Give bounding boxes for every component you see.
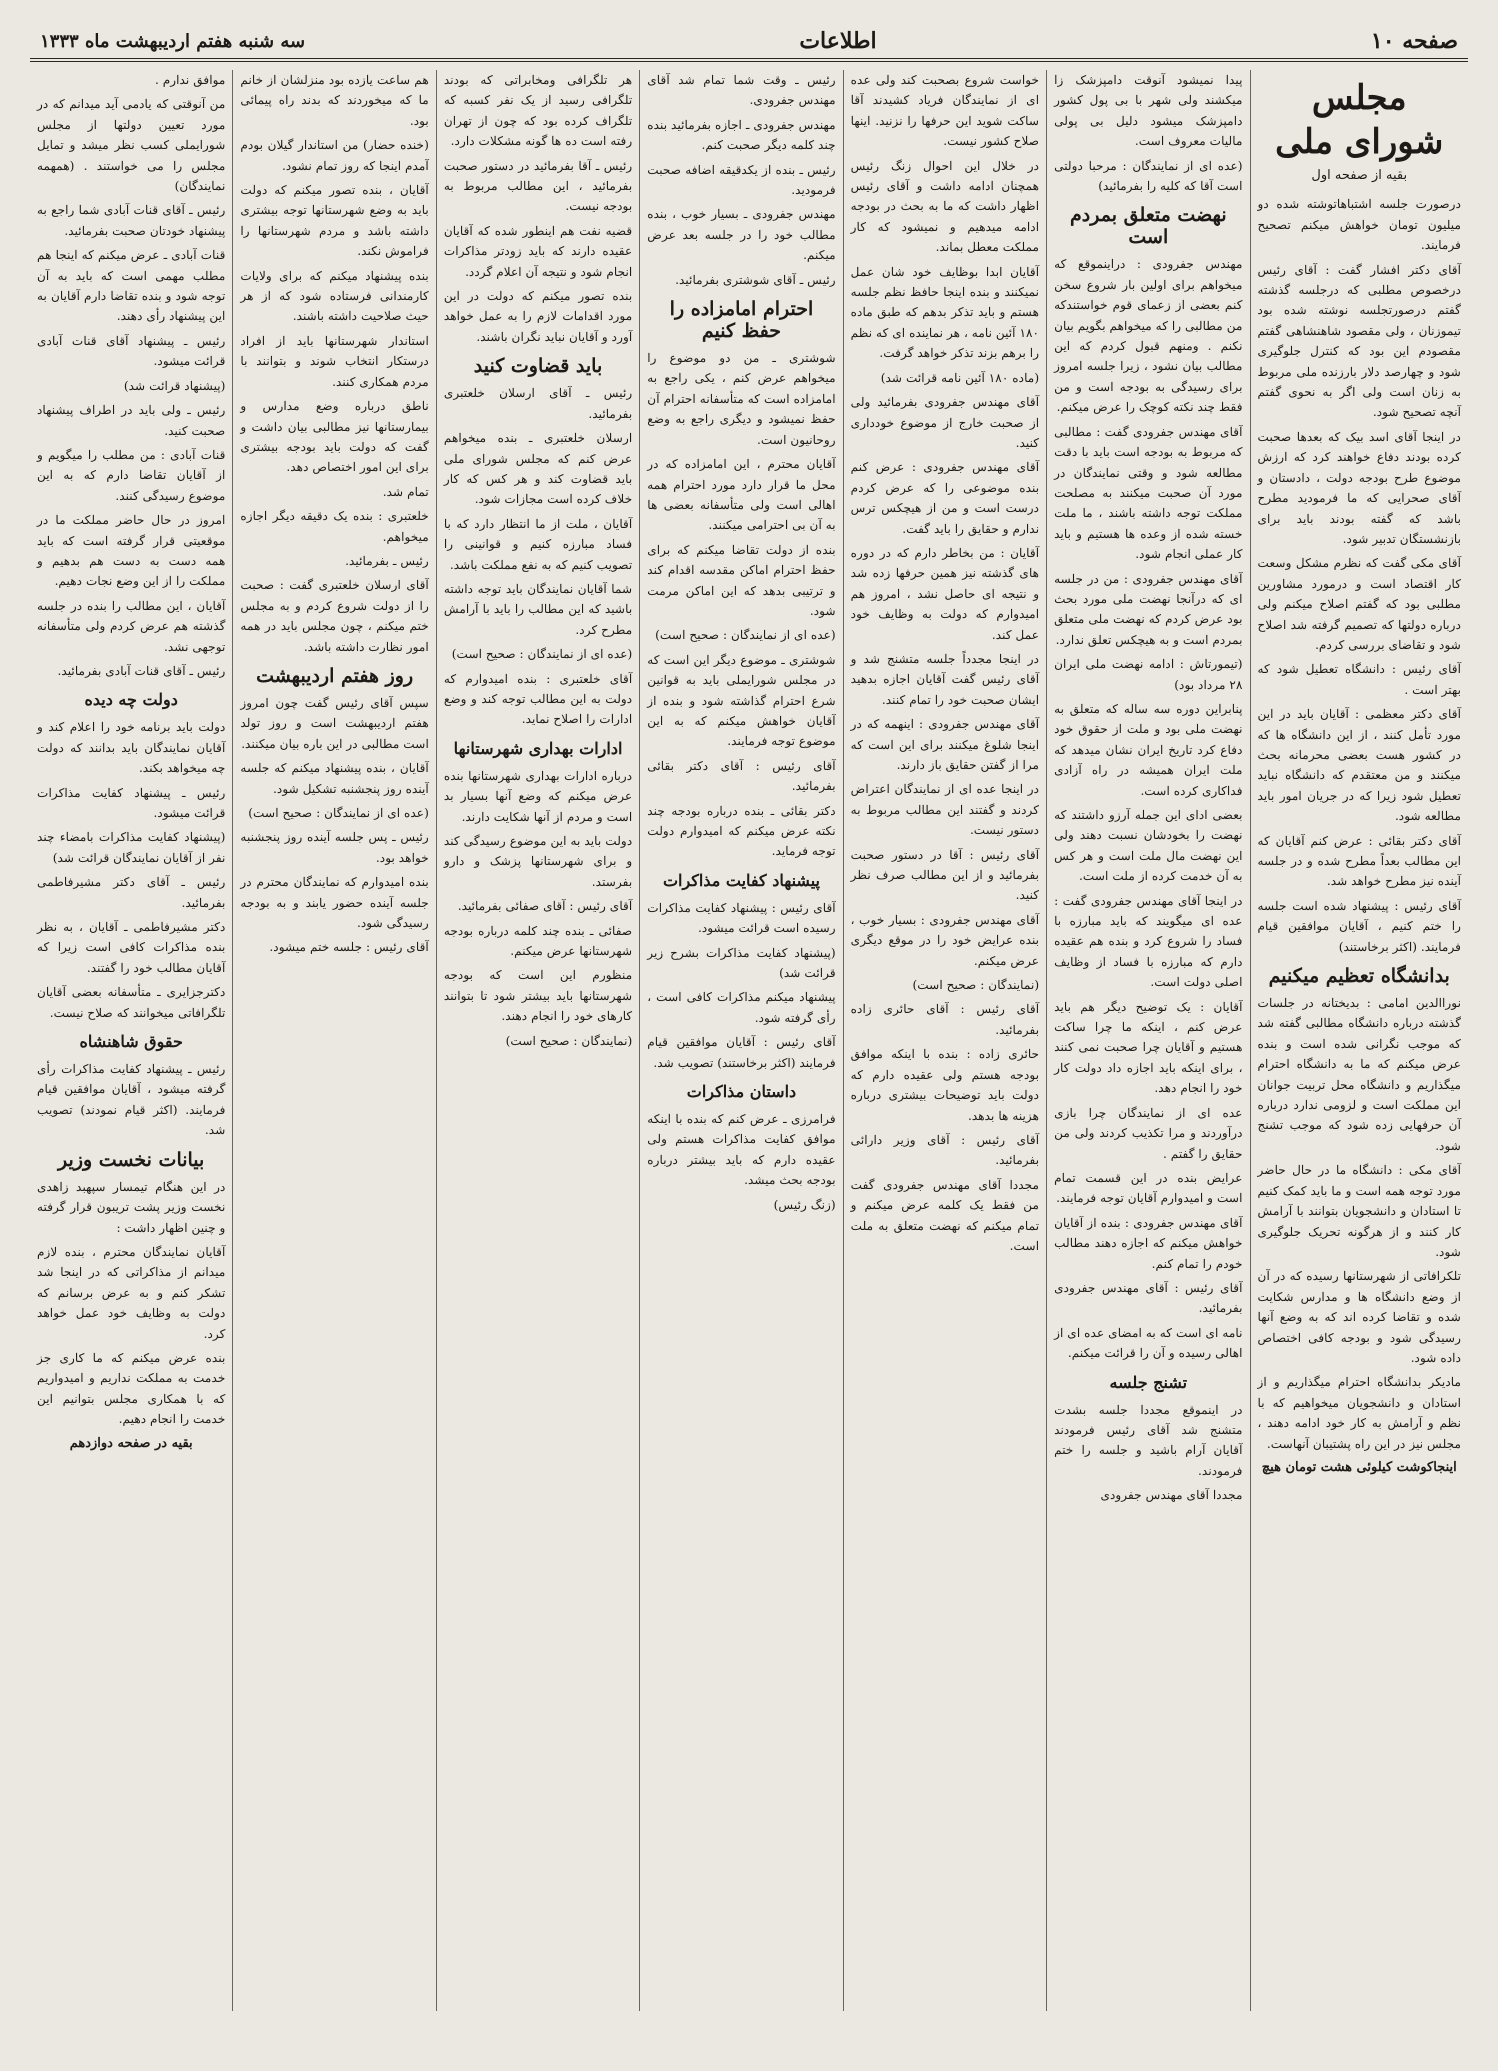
paragraph: آقای دکتر افشار گفت : آقای رئیس درخصوص مطلبی که درجلسه گذشته گفتم درصورتجلسه نوشته شده بود تیموزنان ، ولی مقصود شاهنشاهی گفتم مقصودم این بود که کنترل جلوگیری شود و چهارصد دلار بارزنده ملی مربوط به زنان است ولی اگر به نحوی گفتم آنچه تصحیح شود. <box>1257 262 1461 420</box>
paragraph: آقایان ، این مطالب را بنده در جلسه گذشته هم عرض کردم ولی متأسفانه توجهی نشد. <box>36 598 226 654</box>
section-heading: روز هفتم اردیبهشت <box>256 664 414 687</box>
paragraph: خلعتبری : بنده یک دقیقه دیگر اجازه میخواهم. <box>240 509 429 544</box>
paragraph: دکترجزایری ـ متأسفانه بعضی آقایان تلگرافاتی میخوانند که صلاح نیست. <box>36 985 226 1020</box>
paragraph: پنابراین دوره سه ساله که متعلق به نهضت ملی بود و ملت از حقوق خود دفاع کرد تاریخ ایران نشان میدهد که ملت ایران همیشه در راه آزادی فداکاری کرده است. <box>1054 701 1243 798</box>
paragraph: آقای دکتر بقائی : عرض کنم آقایان که این مطالب بعداً مطرح شده و در جلسه آینده نیز مطرح خواهد شد. <box>1257 833 1461 889</box>
paragraph: مادیکر بدانشگاه احترام میگذاریم و از استادان و دانشجویان میخواهیم که با نظم و آرامش به کار خود ادامه دهند ، مجلس نیز در این راه پشتیبان آنهاست. <box>1257 1375 1461 1451</box>
paragraph: تمام شد. <box>382 484 429 499</box>
issue-date: سه شنبه هفتم ارديبهشت ماه ۱۳۳۳ <box>40 30 306 52</box>
column-7 <box>30 70 232 2011</box>
paragraph: عده ای از نمایندگان چرا بازی درآوردند و مرا تکذیب کردند ولی من حقایق را گفتم . <box>1054 1105 1243 1161</box>
paragraph: حائری زاده : بنده با اینکه موافق بودجه هستم ولی عقیده دارم که دولت باید توضیحات بیشتری درباره هزینه ها بدهد. <box>850 1047 1040 1123</box>
paragraph: دولت باید برنامه خود را اعلام کند و آقایان نمایندگان باید بدانند که دولت چه میخواهد بکند. <box>36 720 226 776</box>
paragraph: شما آقایان نمایندگان باید توجه داشته باشید که این مطالب را باید با آرامش مطرح کرد. <box>443 581 633 637</box>
paragraph: رئیس ـ پیشنهاد کفایت مذاکرات رأی گرفته میشود ، آقایان موافقین قیام فرمایند. (اکثر قیام نمودند) تصویب شد. <box>36 1062 226 1138</box>
paragraph: شوشتری ـ موضوع دیگر این است که در مجلس شورایملی باید به قوانین شرع احترام گذاشته شود و بنده از آقایان خواهش میکنم که به این موضوع توجه فرمایند. <box>647 652 836 749</box>
section-heading: باید قضاوت کنید <box>473 355 603 378</box>
paragraph: آقای مهندس جفرودی گفت : مطالبی که مربوط به بودجه است باید با دقت مطالعه شود و وقتی نمایندگان در مورد آن صحبت میکنند به مصلحت مملکت توجه داشته باشند ، ما ملت خسته شده از وعده ها هستیم و باید کار عملی انجام شود. <box>1054 424 1243 562</box>
section-heading: نهضت متعلق بمردم است <box>1070 204 1227 249</box>
continued-note: بقیه از صفحه اول <box>1311 168 1408 183</box>
paragraph: مجددا آقای مهندس جفرودی <box>1100 1488 1243 1503</box>
section-heading: بیانات نخست وزیر <box>58 1148 205 1171</box>
continued-footer: بقیه در صفحه دوازدهم <box>69 1435 193 1451</box>
section-heading: احترام امامزاده را حفظ کنیم <box>669 298 814 343</box>
paragraph: شوشتری ـ من دو موضوع را میخواهم عرض کنم ، یکی راجع به امامزاده است که متأسفانه احترام آن حفظ نمیشود و دیگری راجع به وضع روحانیون است. <box>647 351 836 447</box>
paragraph: صفائی ـ بنده چند کلمه درباره بودجه شهرستانها عرض میکنم. <box>443 923 633 959</box>
section-heading: داستان مذاکرات <box>686 1082 797 1102</box>
paragraph: هر تلگرافی ومخابراتی که بودند تلگرافی رسید از یک نفر کسبه که تلگراف کرده بود که چون از تهران رفته است ده ها گونه مشکلات دارد. <box>443 73 633 149</box>
paragraph: آقایان ، بنده تصور میکنم که دولت باید به وضع شهرستانها توجه بیشتری داشته باشد و مردم شهرستانها را فراموش نکند. <box>240 183 429 259</box>
paragraph: آقایان ، ملت از ما انتظار دارد که با فساد مبارزه کنیم و قوانینی را تصویب کنیم که به نفع مملکت باشد. <box>443 516 633 572</box>
paragraph: در اینجا آقای اسد بیک که بعدها صحبت کرده بودند دفاع خواهند کرد که ارزش موضوع طرح بودجه دولت ، دادستان و آقای صحرایی که ما فرمودید مطرح باشد که گفته بودند باید برای بازنشستگان تدبیر شود. <box>1257 429 1461 546</box>
paragraph: آقای مهندس جفرودی بفرمائید ولی از صحبت خارج از موضوع خودداری کنید. <box>850 395 1040 450</box>
section-heading: تشنج جلسه <box>1109 1372 1188 1392</box>
section-heading: پیشنهاد کفایت مذاکرات <box>662 870 820 890</box>
paragraph: ارسلان خلعتبری ـ بنده میخواهم عرض کنم که مجلس شورای ملی باید قضاوت کند و هر کس که کار خلاف کرده است مجازات شود. <box>443 431 633 507</box>
paragraph: آقای مهندس جفرودی : عرض کنم بنده موضوعی را که عرض کردم درست است و من از هیچکس ترس ندارم و حقایق را باید گفت. <box>850 460 1040 536</box>
paragraph: آقای رئیس : آقای مهندس جفرودی بفرمائید. <box>1054 1280 1243 1316</box>
paragraph: رئیس ـ آقای قنات آبادی شما راجع به پیشنهاد خودتان صحبت بفرمائید. <box>36 203 226 238</box>
page-number: صفحه ۱۰ <box>1370 28 1458 54</box>
paragraph: در اینجا عده ای از نمایندگان اعتراض کردند و گفتند این مطالب مربوط به دستور نیست. <box>850 782 1040 838</box>
paragraph: (عده ای از نمایندگان : مرحبا دولتی است آقا که کلیه را بفرمائید) <box>1054 158 1243 194</box>
column-footer: اینجاکوشت کیلوئی هشت تومان هیچ <box>1261 1459 1457 1475</box>
paragraph: درصورت جلسه اشتباهاتوشته شده دو میلیون تومان خواهش میکنم تصحیح فرمایند. <box>1257 197 1461 253</box>
paragraph: سپس آقای رئیس گفت چون امروز هفتم اردیبهشت است و روز تولد است مطالبی در این باره بیان میکنند. <box>240 695 429 751</box>
section-heading: دولت چه دیده <box>84 690 178 710</box>
paragraph: نامه ای است که به امضای عده ای از اهالی رسیده و آن را قرائت میکنم. <box>1054 1325 1243 1361</box>
paragraph: قنات آبادی : من مطلب را میگویم و از آقایان تقاضا دارم که به این موضوع رسیدگی کنند. <box>36 447 226 503</box>
paragraph: پیدا نمیشود آنوقت دامپزشک زا میکشند ولی شهر با بی پول کشور دامپزشک میشود دلیل بی پولی مالیات معروف است. <box>1054 73 1243 149</box>
paragraph: (تیمورتاش : ادامه نهضت ملی ایران ۲۸ مرداد بود) <box>1054 657 1243 692</box>
section-heading: حقوق شاهنشاه <box>79 1032 183 1052</box>
paragraph: (نمایندگان : صحیح است) <box>912 978 1040 993</box>
paragraph: بعضی ادای این جمله آرزو داشتند که نهضت را بخودشان نسبت دهند ولی این نهضت مال ملت است و هر کس به آن خدمت کرده از ملت است. <box>1054 808 1243 884</box>
paragraph: درباره ادارات بهداری شهرستانها بنده عرض میکنم که وضع آنها بسیار بد است و مردم از آنها شکایت دارند. <box>443 768 633 824</box>
paragraph: خواست شروع بصحبت کند ولی عده ای از نمایندگان فریاد کشیدند آقا ساکت شوید این حرفها را نزنید. اینها صلاح کشور نیست. <box>850 73 1040 149</box>
paragraph: دکتر مشیرفاطمی ـ آقایان ، به نظر بنده مذاکرات کافی است زیرا که آقایان مطالب خود را گفتند. <box>36 920 226 975</box>
paragraph: (زنگ رئیس) <box>773 1197 836 1212</box>
paragraph: آقای ارسلان خلعتبری گفت : صحبت را از دولت شروع کردم و به مجلس ختم میکنم ، چون مجلس باید در همه امور نظارت داشته باشد. <box>240 578 429 654</box>
paragraph: در اینموقع مجددا جلسه بشدت متشنج شد آقای رئیس فرمودند آقایان آرام باشید و جلسه را ختم فرمودند. <box>1054 1402 1243 1478</box>
paragraph: (پیشنهاد کفایت مذاکرات بشرح زیر قرائت شد) <box>647 945 836 981</box>
paragraph: قنات آبادی ـ عرض میکنم که اینجا هم مطلب مهمی است که باید به آن توجه شود و بنده تقاضا دارم آقایان به این پیشنهاد رأی دهند. <box>36 248 226 324</box>
newspaper-page <box>30 24 1468 2011</box>
paragraph: موافق ندارم . <box>154 73 226 87</box>
paragraph: آقای رئیس : آقایان موافقین قیام فرمایند (اکثر برخاستند) تصویب شد. <box>647 1035 836 1070</box>
paragraph: مجددا آقای مهندس جفرودی گفت من فقط یک کلمه عرض میکنم و تمام میکنم که نهضت متعلق به ملت است. <box>850 1177 1040 1253</box>
paragraph: هم ساعت یازده بود منزلشان از خانم ما که میخوردند که بدند راه پیمائی بود. <box>240 73 429 128</box>
main-headline: مجلس شورای ملی <box>1275 78 1444 162</box>
masthead <box>30 24 1468 62</box>
column-3 <box>843 70 1046 2011</box>
paragraph: آقای رئیس : آقای صفائی بفرمائید. <box>457 899 633 914</box>
paragraph: رئیس ـ ولی باید در اطراف پیشنهاد صحبت کنید. <box>36 403 226 438</box>
section-heading: ادارات بهداری شهرستانها <box>453 738 623 758</box>
paragraph: (نمایندگان : صحیح است) <box>505 1033 633 1048</box>
paragraph: رئیس ـ پیشنهاد کفایت مذاکرات قرائت میشود. <box>36 785 226 820</box>
paragraph: بنده از دولت تقاضا میکنم که برای حفظ احترام اماکن مقدسه اقدام کند و ترتیبی بدهد که این اماکن مرمت شود. <box>647 542 836 618</box>
paragraph: بنده پیشنهاد میکنم که برای ولایات کارمندانی فرستاده شود که از هر حیث صلاحیت داشته باشند. <box>240 268 429 324</box>
paragraph: منظورم این است که بودجه شهرستانها باید بیشتر شود تا بتوانند کارهای خود را انجام دهند. <box>443 968 633 1024</box>
paragraph: در اینجا آقای مهندس جفرودی گفت : عده ای میگویند که باید مبارزه با فساد را شروع کرد و بنده هم عقیده دارم که مبارزه با فساد از وظایف اصلی دولت است. <box>1054 893 1243 990</box>
paragraph: (ماده ۱۸۰ آئین نامه قرائت شد) <box>880 370 1040 385</box>
paragraph: ناطق درباره وضع مدارس و بیمارستانها نیز مطالبی بیان داشت و گفت که دولت باید بودجه بیشتری برای این امور اختصاص دهد. <box>240 399 429 475</box>
paragraph: آقای رئیس : آقای وزیر دارائی بفرمائید. <box>850 1132 1040 1168</box>
column-6 <box>232 70 435 2011</box>
column-4 <box>639 70 842 2011</box>
paragraph: آقای رئیس : آقای دکتر بقائی بفرمائید. <box>647 758 836 794</box>
paragraph: آقای دکتر معظمی : آقایان باید در این مورد تأمل کنند ، از این دانشگاه ها که در کشور هست بعضی محرمانه بحث میکنند و من معتقدم که دانشگاه نباید تعطیل شود زیرا که در جریان امور باید مطالعه شود. <box>1257 707 1461 824</box>
paragraph: فرامرزی ـ عرض کنم که بنده با اینکه موافق کفایت مذاکرات هستم ولی عقیده دارم که باید بیشتر درباره بودجه بحث میشد. <box>647 1112 836 1188</box>
paragraph: آقای مهندس جفرودی : بسیار خوب ، بنده عرایض خود را در موقع دیگری عرض میکنم. <box>850 912 1040 968</box>
paragraph: در اینجا مجدداً جلسه متشنج شد و آقای رئیس گفت آقایان اجازه بدهید ایشان صحبت خود را تمام کنند. <box>850 651 1040 707</box>
column-1 <box>1250 70 1468 2011</box>
paragraph: آقای مهندس جفرودی : اینهمه که در اینجا شلوغ میکنند برای این است که مرا از گفتن حقایق باز دارند. <box>850 717 1040 772</box>
paragraph: رئیس ـ پیشنهاد آقای قنات آبادی قرائت میشود. <box>36 333 226 369</box>
article-columns <box>30 70 1468 2011</box>
paragraph: آقای رئیس : جلسه ختم میشود. <box>269 940 429 955</box>
paragraph: آقایان نمایندگان محترم ، بنده لازم میدانم از مذاکراتی که در اینجا شد تشکر کنم و به عرض برسانم که دولت به وظایف خود عمل خواهد کرد. <box>36 1244 226 1341</box>
paragraph: آقای رئیس : پیشنهاد شده است جلسه را ختم کنیم ، آقایان موافقین قیام فرمایند. (اکثر برخاستند) <box>1257 898 1461 954</box>
paragraph: (خنده حضار) من استاندار گیلان بودم آمدم اینجا که روز تمام نشود. <box>240 138 429 173</box>
paragraph: عرایض بنده در این قسمت تمام است و امیدوارم آقایان توجه فرمایند. <box>1054 1170 1243 1206</box>
paragraph: (پیشنهاد کفایت مذاکرات بامضاء چند نفر از آقایان نمایندگان قرائت شد) <box>36 830 226 865</box>
paragraph: نوراالدین امامی : بدیختانه در جلسات گذشته درباره دانشگاه مطالبی گفته شد که موجب نگرانی شده است و بنده عرض میکنم که ما به دانشگاه احترام میگذاریم و دانشگاه محل تربیت جوانان این مملکت است و لزومی ندارد درباره آن حرفهایی زده شود که موجب تشنج شود. <box>1257 996 1461 1153</box>
paragraph: (عده ای از نمایندگان : صحیح است) <box>655 628 836 643</box>
paragraph: آقای رئیس : دانشگاه تعطیل شود که بهتر است . <box>1257 662 1461 697</box>
paragraph: آقای مهندس جفرودی : من در جلسه ای که درآنجا نهضت ملی مورد بحث بود عرض کردم که نهضت ملی متعلق بمردم است و به هیچکس تعلق ندارد. <box>1054 571 1243 647</box>
paper-name: اطلاعات <box>799 28 877 54</box>
paragraph: در این هنگام تیمسار سپهبد زاهدی نخست وزیر پشت تریبون قرار گرفته و چنین اظهار داشت : <box>36 1179 226 1235</box>
paragraph: آقای رئیس : آقا در دستور صحبت بفرمائید و از این مطالب صرف نظر کنید. <box>850 847 1040 903</box>
paragraph: بنده امیدوارم که نمایندگان محترم در جلسه آینده حضور یابند و به بودجه رسیدگی شود. <box>240 875 429 931</box>
paragraph: آقای مکی گفت که نظرم مشکل وسعت کار اقتصاد است و درمورد مشاورین مطلبی بود که گفتم اصلاح میکنم ولی درباره دولتها که تصمیم گرفته شد اصلاح شود و تقاضای بررسی کردم. <box>1257 556 1461 652</box>
paragraph: بنده تصور میکنم که دولت در این مورد اقدامات لازم را به عمل خواهد آورد و آقایان نباید نگران باشند. <box>443 289 633 344</box>
paragraph: استاندار شهرستانها باید از افراد درستکار انتخاب شوند و بتوانند با مردم همکاری کنند. <box>240 333 429 389</box>
paragraph: دولت باید به این موضوع رسیدگی کند و برای شهرستانها پزشک و دارو بفرستد. <box>443 834 633 889</box>
paragraph: آقای مهندس جفرودی : بنده از آقایان خواهش میکنم که اجازه دهند مطالب خودم را تمام کنم. <box>1054 1215 1243 1271</box>
paragraph: آقای مکی : دانشگاه ما در حال حاضر مورد توجه همه است و ما باید کمک کنیم تا استادان و دانشجویان بتوانند با آرامش کار کنند و از هرگونه تحریک جلوگیری شود. <box>1257 1163 1461 1259</box>
paragraph: رئیس ـ آقا بفرمائید در دستور صحبت بفرمائید ، این مطالب مربوط به بودجه نیست. <box>443 158 633 214</box>
paragraph: آقای خلعتبری : بنده امیدوارم که دولت به این مطالب توجه کند و وضع ادارات را اصلاح نماید. <box>443 671 633 727</box>
paragraph: تلکرافاتی از شهرستانها رسیده که در آن از وضع دانشگاه ها و مدارس شکایت شده و تقاضا کرده اند که به وضع آنها رسیدگی شود و بودجه کافی اختصاص داده شود. <box>1257 1269 1461 1365</box>
column-5 <box>436 70 639 2011</box>
paragraph: رئیس ـ وقت شما تمام شد آقای مهندس جفرودی. <box>647 73 836 108</box>
column-2 <box>1046 70 1249 2011</box>
paragraph: (عده ای از نمایندگان : صحیح است) <box>248 806 429 820</box>
section-heading: بدانشگاه تعظیم میکنیم <box>1268 965 1450 988</box>
paragraph: آقایان ابدا بوظایف خود شان عمل نمیکنند و بنده اینجا حافظ نظم جلسه هستم و باید تذکر بدهم که طبق ماده ۱۸۰ آئین نامه ، هر نماینده ای که نظم را برهم بزند تذکر خواهد گرفت. <box>850 264 1040 361</box>
paragraph: در خلال این احوال زنگ رئیس همچنان ادامه داشت و آقای رئیس اظهار داشت که ما به بحث در بودجه ادامه میدهیم و نمیشود که کار مملکت معطل بماند. <box>850 158 1040 255</box>
paragraph: (پیشنهاد قرائت شد) <box>123 378 226 393</box>
paragraph: آقایان : یک توضیح دیگر هم باید عرض کنم ، اینکه ما چرا ساکت هستیم و آقایان چرا صحبت نمی کنند ، برای اینکه باید اجازه داد دولت کار خود را انجام دهد. <box>1054 999 1243 1096</box>
paragraph: آقای رئیس : آقای حائری زاده بفرمائید. <box>850 1002 1040 1037</box>
paragraph: رئیس ـ بفرمائید. <box>345 553 429 568</box>
paragraph: رئیس ـ بنده از یکدقیقه اضافه صحبت فرمودید. <box>647 162 836 198</box>
paragraph: مهندس جفرودی ـ بسیار خوب ، بنده مطالب خود را در جلسه بعد عرض میکنم. <box>647 207 836 263</box>
paragraph: (عده ای از نمایندگان : صحیح است) <box>451 647 633 662</box>
paragraph: قضیه نفت هم اینطور شده که آقایان عقیده دارند که باید زودتر مذاکرات انجام شود و نتیجه آن اعلام گردد. <box>443 223 633 279</box>
paragraph: پیشنهاد میکنم مذاکرات کافی است ، رأی گرفته شود. <box>647 990 836 1025</box>
paragraph: آقایان ، بنده پیشنهاد میکنم که جلسه آینده روز پنجشنبه تشکیل شود. <box>240 761 429 796</box>
paragraph: رئیس ـ پس جلسه آینده روز پنجشنبه خواهد بود. <box>240 830 429 865</box>
paragraph: من آنوقتی که یادمی آید میدانم که در مورد تعیین دولتها از مجلس شورایملی کسب نظر میشد و تمایل مجلس را می خواستند . (همهمه نمایندگان) <box>36 97 226 194</box>
paragraph: رئیس ـ آقای شوشتری بفرمائید. <box>675 272 836 287</box>
paragraph: آقایان : من بخاطر دارم که در دوره های گذشته نیز همین حرفها زده شد و نتیجه ای حاصل نشد ، امروز هم امیدوارم که دولت به وظایف خود عمل کند. <box>850 545 1040 642</box>
paragraph: امروز در حال حاضر مملکت ما در موقعیتی قرار گرفته است که باید همه دست به دست هم بدهیم و مملکت را از این وضع نجات دهیم. <box>36 513 226 589</box>
paragraph: مهندس جفرودی ـ اجازه بفرمائید بنده چند کلمه دیگر صحبت کنم. <box>647 117 836 153</box>
paragraph: دکتر بقائی ـ بنده درباره بودجه چند نکته عرض میکنم که امیدوارم دولت توجه فرماید. <box>647 803 836 859</box>
paragraph: بنده عرض میکنم که ما کاری جز خدمت به مملکت نداریم و امیدواریم که با همکاری مجلس بتوانیم این خدمت را انجام دهیم. <box>36 1350 226 1427</box>
paragraph: آقای رئیس : پیشنهاد کفایت مذاکرات رسیده است قرائت میشود. <box>647 900 836 936</box>
paragraph: آقایان محترم ، این امامزاده که در محل ما قرار دارد مورد احترام همه اهالی است ولی متأسفانه بعضی ها به آن بی احترامی میکنند. <box>647 457 836 533</box>
paragraph: رئیس ـ آقای دکتر مشیرفاطمی بفرمائید. <box>36 875 226 910</box>
paragraph: رئیس ـ آقای قنات آبادی بفرمائید. <box>57 663 226 678</box>
paragraph: مهندس جفرودی : دراینموقع که میخواهم برای اولین بار شروع سخن کنم بعضی از زعمای قوم خواستندکه من مطالبی را که میخواهم بگویم بیان نکنم . ومنهم قبول کردم که این مطالب بیان نشود ، زیرا جلسه امروز برای رسیدگی به بودجه است و من فقط چند نکته کوچک را عرض میکنم. <box>1054 257 1243 415</box>
paragraph: رئیس ـ آقای ارسلان خلعتبری بفرمائید. <box>443 386 633 421</box>
